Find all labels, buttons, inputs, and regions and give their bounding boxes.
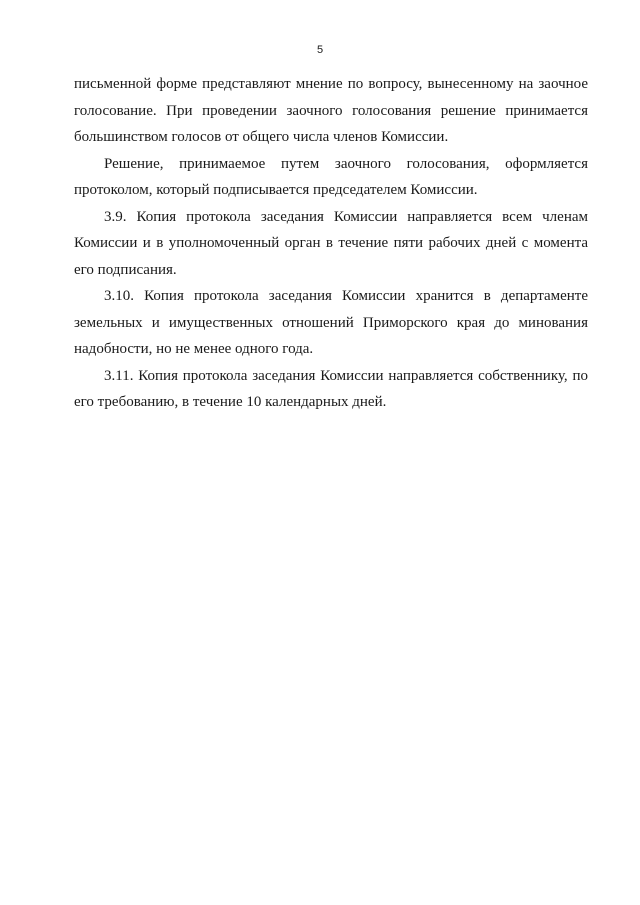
paragraph-voting-continuation: письменной форме представляют мнение по вопросу, вынесенному на заочное голосование. При проведении заочного голосования решение принимается большинством голосов от общего числа членов Комиссии. (74, 76, 588, 145)
paragraph-3-11: 3.11. Копия протокола заседания Комиссии направляется собственнику, по его требованию, в течение 10 календарных дней. (74, 367, 588, 410)
page-number: 5 (316, 44, 324, 56)
document-body (74, 71, 588, 416)
paragraph-decision: Решение, принимаемое путем заочного голосования, оформляется протоколом, который подписывается председателем Комиссии. (74, 155, 588, 198)
paragraph-3-10: 3.10. Копия протокола заседания Комиссии хранится в департаменте земельных и имущественных отношений Приморского края до минования надобности, но не менее одного года. (74, 288, 588, 357)
paragraph-3-9: 3.9. Копия протокола заседания Комиссии направляется всем членам Комиссии и в уполномоченный орган в течение пяти рабочих дней с момента его подписания. (74, 208, 588, 278)
